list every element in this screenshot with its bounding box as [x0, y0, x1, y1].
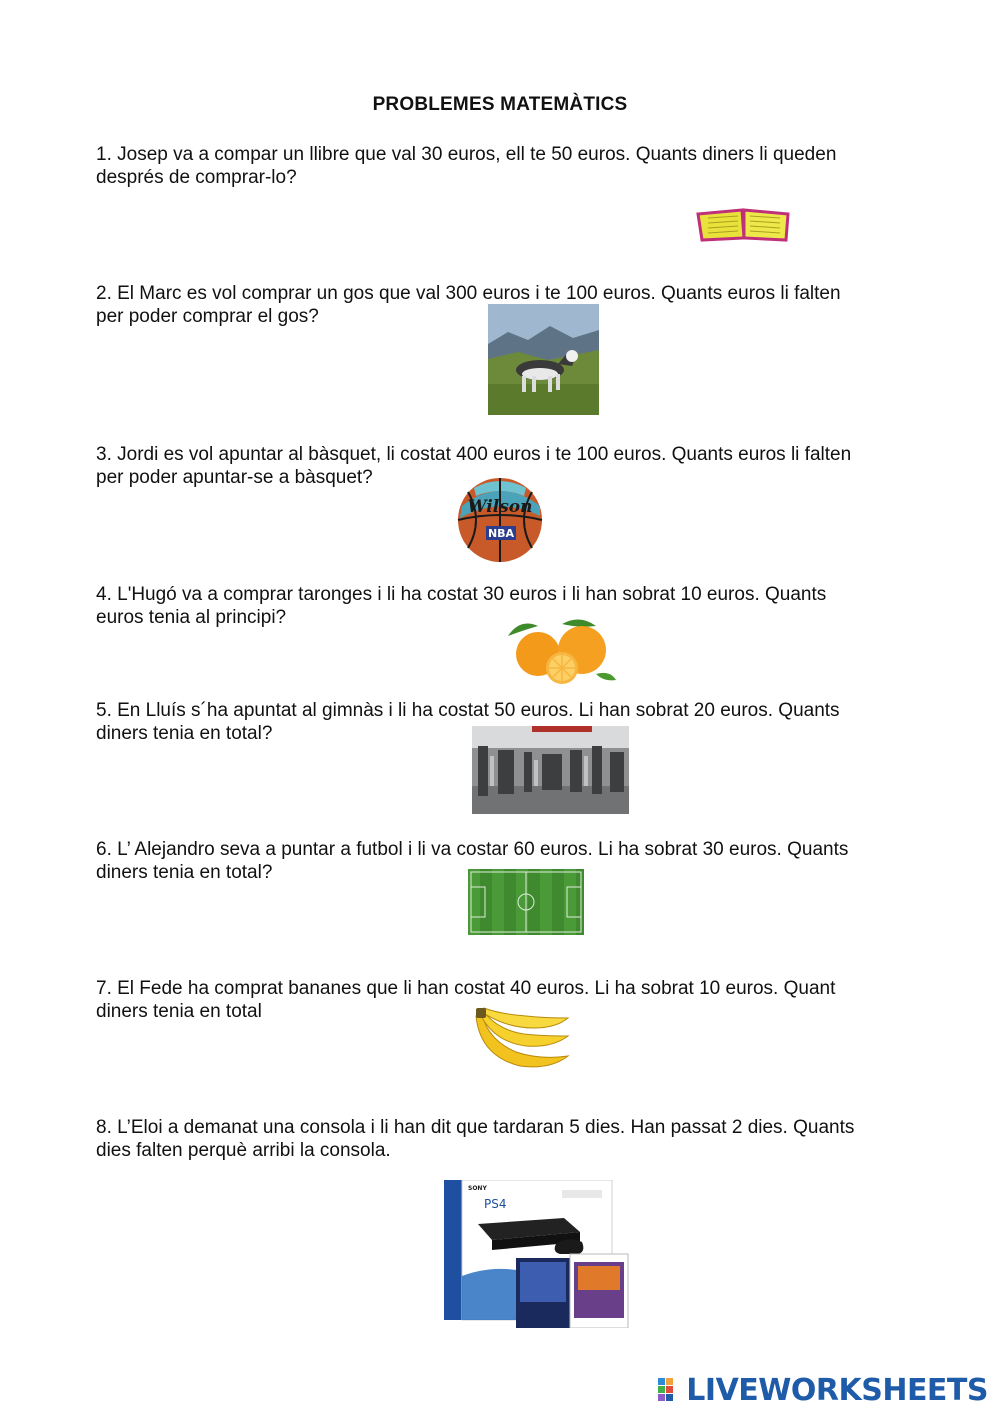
basketball-brand-label: Wilson	[467, 497, 533, 517]
problem-text-line1: 8. L’Eloi a demanat una consola i li han dit que tardaran 5 dies. Han passat 2 dies. Quants	[96, 1117, 855, 1138]
problem-text-line1: 3. Jordi es vol apuntar al bàsquet, li costat 400 euros i te 100 euros. Quants euros li falten	[96, 444, 852, 465]
gym-photo	[472, 726, 629, 814]
liveworksheets-logo-icon	[658, 1378, 682, 1402]
problem-text-line1: 7. El Fede ha comprat bananes que li han costat 40 euros. Li ha sobrat 10 euros. Quant	[96, 978, 836, 999]
basketball-league-label: NBA	[487, 527, 515, 540]
problem-1	[96, 143, 916, 189]
watermark-text: LIVEWORKSHEETS	[686, 1372, 988, 1408]
problem-text-line1: 5. En Lluís s´ha apuntat al gimnàs i li ha costat 50 euros. Li han sobrat 20 euros. Quants	[96, 700, 840, 721]
problem-text-line2: per poder comprar el gos?	[96, 306, 319, 327]
problem-text-line1: 4. L'Hugó va a comprar taronges i li ha costat 30 euros i li han sobrat 10 euros. Quants	[96, 584, 827, 605]
problem-text-line1: 2. El Marc es vol comprar un gos que val 300 euros i te 100 euros. Quants euros li falten	[96, 283, 841, 304]
problem-text-line2: diners tenia en total?	[96, 862, 273, 883]
bananas-photo	[470, 1006, 572, 1074]
problem-text-line2: diners tenia en total?	[96, 723, 273, 744]
ps4-console-box-photo	[444, 1180, 630, 1328]
husky-dog-photo	[488, 304, 599, 415]
basketball-photo	[454, 476, 546, 564]
page-title: PROBLEMES MATEMÀTICS	[372, 94, 628, 115]
console-model-label: PS4	[484, 1197, 507, 1211]
console-brand-label: SONY	[468, 1185, 487, 1192]
liveworksheets-watermark	[658, 1372, 988, 1408]
oranges-photo	[500, 614, 618, 686]
problem-text-line2: dies falten perquè arribi la consola.	[96, 1140, 391, 1161]
problem-text-line2: després de comprar-lo?	[96, 167, 297, 188]
problem-text-line2: diners tenia en total	[96, 1001, 262, 1022]
problem-8	[96, 1116, 916, 1162]
football-field-photo	[468, 869, 584, 935]
problem-text-line1: 1. Josep va a compar un llibre que val 30 euros, ell te 50 euros. Quants diners li queden	[96, 144, 837, 165]
problem-text-line2: per poder apuntar-se a bàsquet?	[96, 467, 373, 488]
problem-text-line1: 6. L’ Alejandro seva a puntar a futbol i li va costar 60 euros. Li ha sobrat 30 euros. Quants	[96, 839, 849, 860]
problem-text-line2: euros tenia al principi?	[96, 607, 287, 628]
open-book-icon	[694, 204, 794, 244]
